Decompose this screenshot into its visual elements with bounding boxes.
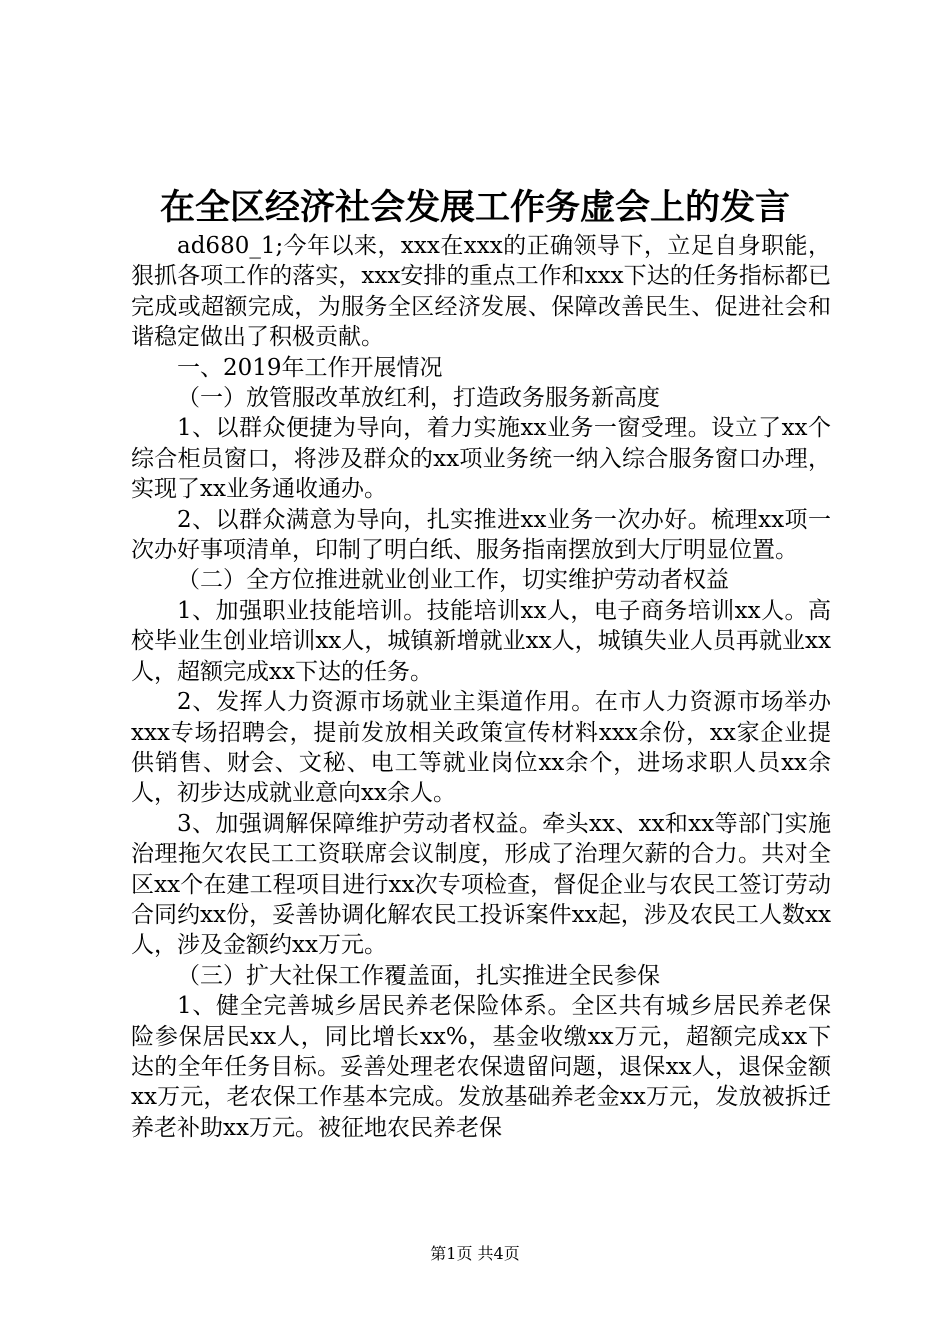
intro-paragraph: ad680_1;今年以来，xxx在xxx的正确领导下，立足自身职能，狠抓各项工作的落实，xxx安排的重点工作和xxx下达的任务指标都已完成或超额完成，为服务全区经济发展、保障改善民生、促进社会和谐稳定做出了积极贡献。 bbox=[131, 233, 831, 351]
body-paragraph: 1、加强职业技能培训。技能培训xx人，电子商务培训xx人。高校毕业生创业培训xx人，城镇新增就业xx人，城镇失业人员再就业xx人，超额完成xx下达的任务。 bbox=[131, 597, 831, 685]
body-paragraph: 1、以群众便捷为导向，着力实施xx业务一窗受理。设立了xx个综合柜员窗口，将涉及群众的xx项业务统一纳入综合服务窗口办理，实现了xx业务通收通办。 bbox=[131, 415, 831, 503]
body-paragraph: 2、以群众满意为导向，扎实推进xx业务一次办好。梳理xx项一次办好事项清单，印制了明白纸、服务指南摆放到大厅明显位置。 bbox=[131, 506, 831, 564]
body-paragraph: 2、发挥人力资源市场就业主渠道作用。在市人力资源市场举办xxx专场招聘会，提前发放相关政策宣传材料xxx余份，xx家企业提供销售、财会、文秘、电工等就业岗位xx余个，进场求职人员xx余人，初步达成就业意向xx余人。 bbox=[131, 689, 831, 807]
subsection-heading-3: （三）扩大社保工作覆盖面，扎实推进全民参保 bbox=[177, 962, 660, 989]
document-body bbox=[131, 231, 831, 1143]
body-paragraph: 1、健全完善城乡居民养老保险体系。全区共有城乡居民养老保险参保居民xx人，同比增长xx%，基金收缴xx万元，超额完成xx下达的全年任务目标。妥善处理老农保遗留问题，退保xx人，退保金额xx万元，老农保工作基本完成。发放基础养老金xx万元，发放被拆迁养老补助xx万元。被征地农民养老保 bbox=[131, 993, 831, 1141]
document-title: 在全区经济社会发展工作务虚会上的发言 bbox=[159, 187, 790, 228]
subsection-heading-1: （一）放管服改革放红利，打造政务服务新高度 bbox=[177, 385, 660, 412]
subsection-heading-2: （二）全方位推进就业创业工作，切实维护劳动者权益 bbox=[177, 567, 729, 594]
page-number-footer: 第1页 共4页 bbox=[430, 1244, 520, 1263]
section-heading-1: 一、2019年工作开展情况 bbox=[177, 354, 443, 381]
body-paragraph: 3、加强调解保障维护劳动者权益。牵头xx、xx和xx等部门实施治理拖欠农民工工资联席会议制度，形成了治理欠薪的合力。共对全区xx个在建工程项目进行xx次专项检查，督促企业与农民工签订劳动合同约xx份，妥善协调化解农民工投诉案件xx起，涉及农民工人数xx人，涉及金额约xx万元。 bbox=[131, 810, 831, 959]
